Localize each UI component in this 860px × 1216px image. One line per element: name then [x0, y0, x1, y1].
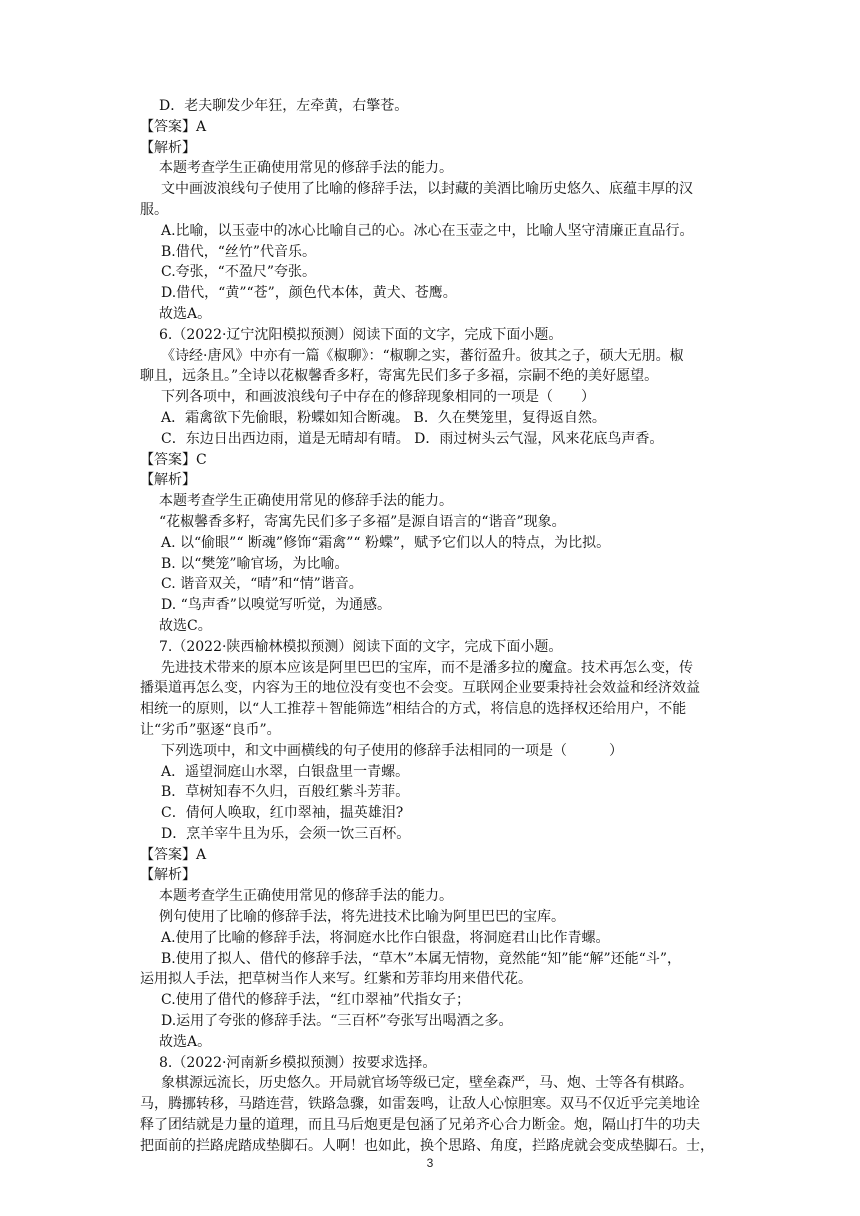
text-line: 《诗经·唐风》中亦有一篇《椒聊》：“椒聊之实，蕃衍盈升。彼其之子，硕大无朋。椒: [161, 347, 684, 364]
text-line: 把面前的拦路虎踏成垫脚石。人啊！也如此，换个思路、角度，拦路虎就会变成垫脚石。士，: [140, 1137, 714, 1154]
text-line: C. 谐音双关，“晴”和“情”谐音。: [161, 576, 363, 593]
text-line: C.夸张，“不盈尺”夸张。: [161, 264, 316, 281]
answer-label: 【答案】A: [140, 846, 207, 863]
text-line: 服。: [140, 201, 168, 218]
text-line: 让“劣币”驱逐“良币”。: [140, 721, 281, 738]
option-line: D．烹羊宰牛且为乐，会须一饮三百杯。: [161, 825, 411, 842]
option-line: C．东边日出西边雨，道是无晴却有晴。 D．雨过树头云气湿，风来花底鸟声香。: [161, 430, 664, 447]
text-line: 本题考查学生正确使用常见的修辞手法的能力。: [159, 493, 453, 510]
text-line: 本题考查学生正确使用常见的修辞手法的能力。: [159, 160, 453, 177]
text-line: A.使用了比喻的修辞手法，将洞庭水比作白银盘，将洞庭君山比作青螺。: [161, 929, 610, 946]
text-line: 故选A。: [159, 1033, 212, 1050]
question-heading: 6.（2022·辽宁沈阳模拟预测）阅读下面的文字，完成下面小题。: [159, 326, 563, 343]
answer-label: 【答案】C: [140, 451, 207, 468]
option-line: A．霜禽欲下先偷眼，粉蝶如知合断魂。 B．久在樊笼里，复得返自然。: [161, 409, 606, 426]
text-line: 先进技术带来的原本应该是阿里巴巴的宝库，而不是潘多拉的魔盒。技术再怎么变，传: [161, 659, 693, 676]
text-line: 聊且，远条且。”全诗以花椒馨香多籽，寄寓先民们多子多福，宗嗣不绝的美好愿望。: [140, 368, 659, 385]
question-heading: 8.（2022·河南新乡模拟预测）按要求选择。: [159, 1054, 437, 1071]
analysis-label: 【解析】: [140, 472, 196, 489]
page-body: [140, 96, 740, 1157]
text-line: 文中画波浪线句子使用了比喻的修辞手法，以封藏的美酒比喻历史悠久、底蕴丰厚的汉: [161, 181, 693, 198]
text-line: 播渠道再怎么变，内容为王的地位没有变也不会变。互联网企业要秉持社会效益和经济效益: [140, 680, 700, 697]
text-line: 运用拟人手法，把草树当作人来写。红紫和芳菲均用来借代花。: [140, 971, 532, 988]
text-line: “花椒馨香多籽，寄寓先民们多子多福”是源自语言的“谐音”现象。: [159, 513, 566, 530]
text-line: 下列各项中，和画波浪线句子中存在的修辞现象相同的一项是（ ）: [161, 389, 595, 406]
text-line: A.比喻，以玉壶中的冰心比喻自己的心。冰心在玉壶之中，比喻人坚守清廉正直品行。: [161, 222, 694, 239]
text-line: 下列选项中，和文中画横线的句子使用的修辞手法相同的一项是（ ）: [161, 742, 623, 759]
text-line: 本题考查学生正确使用常见的修辞手法的能力。: [159, 888, 453, 905]
analysis-label: 【解析】: [140, 867, 196, 884]
option-line: A．遥望洞庭山水翠，白银盘里一青螺。: [161, 763, 410, 780]
text-line: A. 以“偷眼”“ 断魂”修饰“霜禽”“ 粉蝶”，赋予它们以人的特点，为比拟。: [161, 534, 611, 551]
option-line: B．草树知春不久归，百般红紫斗芳菲。: [161, 784, 410, 801]
text-line: B. 以“樊笼”喻官场，为比喻。: [161, 555, 349, 572]
text-line: B.使用了拟人、借代的修辞手法，“草木”本属无情物，竟然能“知”能“解”还能“斗”，: [161, 950, 681, 967]
option-line: C．倩何人唤取，红巾翠袖，揾英雄泪?: [161, 805, 404, 822]
text-line: 释了团结就是力量的道理，而且马后炮更是包涵了兄弟齐心合力断金。炮，隔山打牛的功夫: [140, 1117, 700, 1134]
text-line: D．老夫聊发少年狂，左牵黄，右擎苍。: [159, 98, 409, 114]
text-line: 象棋源远流长，历史悠久。开局就官场等级已定，壁垒森严，马、炮、士等各有棋路。: [161, 1075, 693, 1092]
text-line: D. “鸟声香”以嗅觉写听觉，为通感。: [161, 597, 391, 614]
text-line: D.运用了夸张的修辞手法。“三百杯”夸张写出喝酒之多。: [161, 1013, 513, 1030]
answer-label: 【答案】A: [140, 118, 207, 135]
text-line: 例句使用了比喻的修辞手法，将先进技术比喻为阿里巴巴的宝库。: [159, 909, 565, 926]
text-line: 马，腾挪转移，马踏连营，铁路急骤，如雷轰鸣，让敌人心惊胆寒。双马不仅近乎完美地诠: [140, 1096, 700, 1113]
text-line: B.借代，“丝竹”代音乐。: [161, 243, 317, 260]
text-line: 故选A。: [159, 305, 212, 322]
text-line: C.使用了借代的修辞手法，“红巾翠袖”代指女子；: [161, 992, 470, 1009]
analysis-label: 【解析】: [140, 139, 196, 156]
text-line: 相统一的原则，以“人工推荐＋智能筛选”相结合的方式，将信息的选择权还给用户，不能: [140, 701, 687, 718]
question-heading: 7.（2022·陕西榆林模拟预测）阅读下面的文字，完成下面小题。: [159, 638, 563, 655]
text-line: D.借代，“黄”“苍”，颜色代本体，黄犬、苍鹰。: [161, 285, 457, 302]
page-number: 3: [426, 1156, 434, 1170]
text-line: 故选C。: [159, 617, 212, 634]
